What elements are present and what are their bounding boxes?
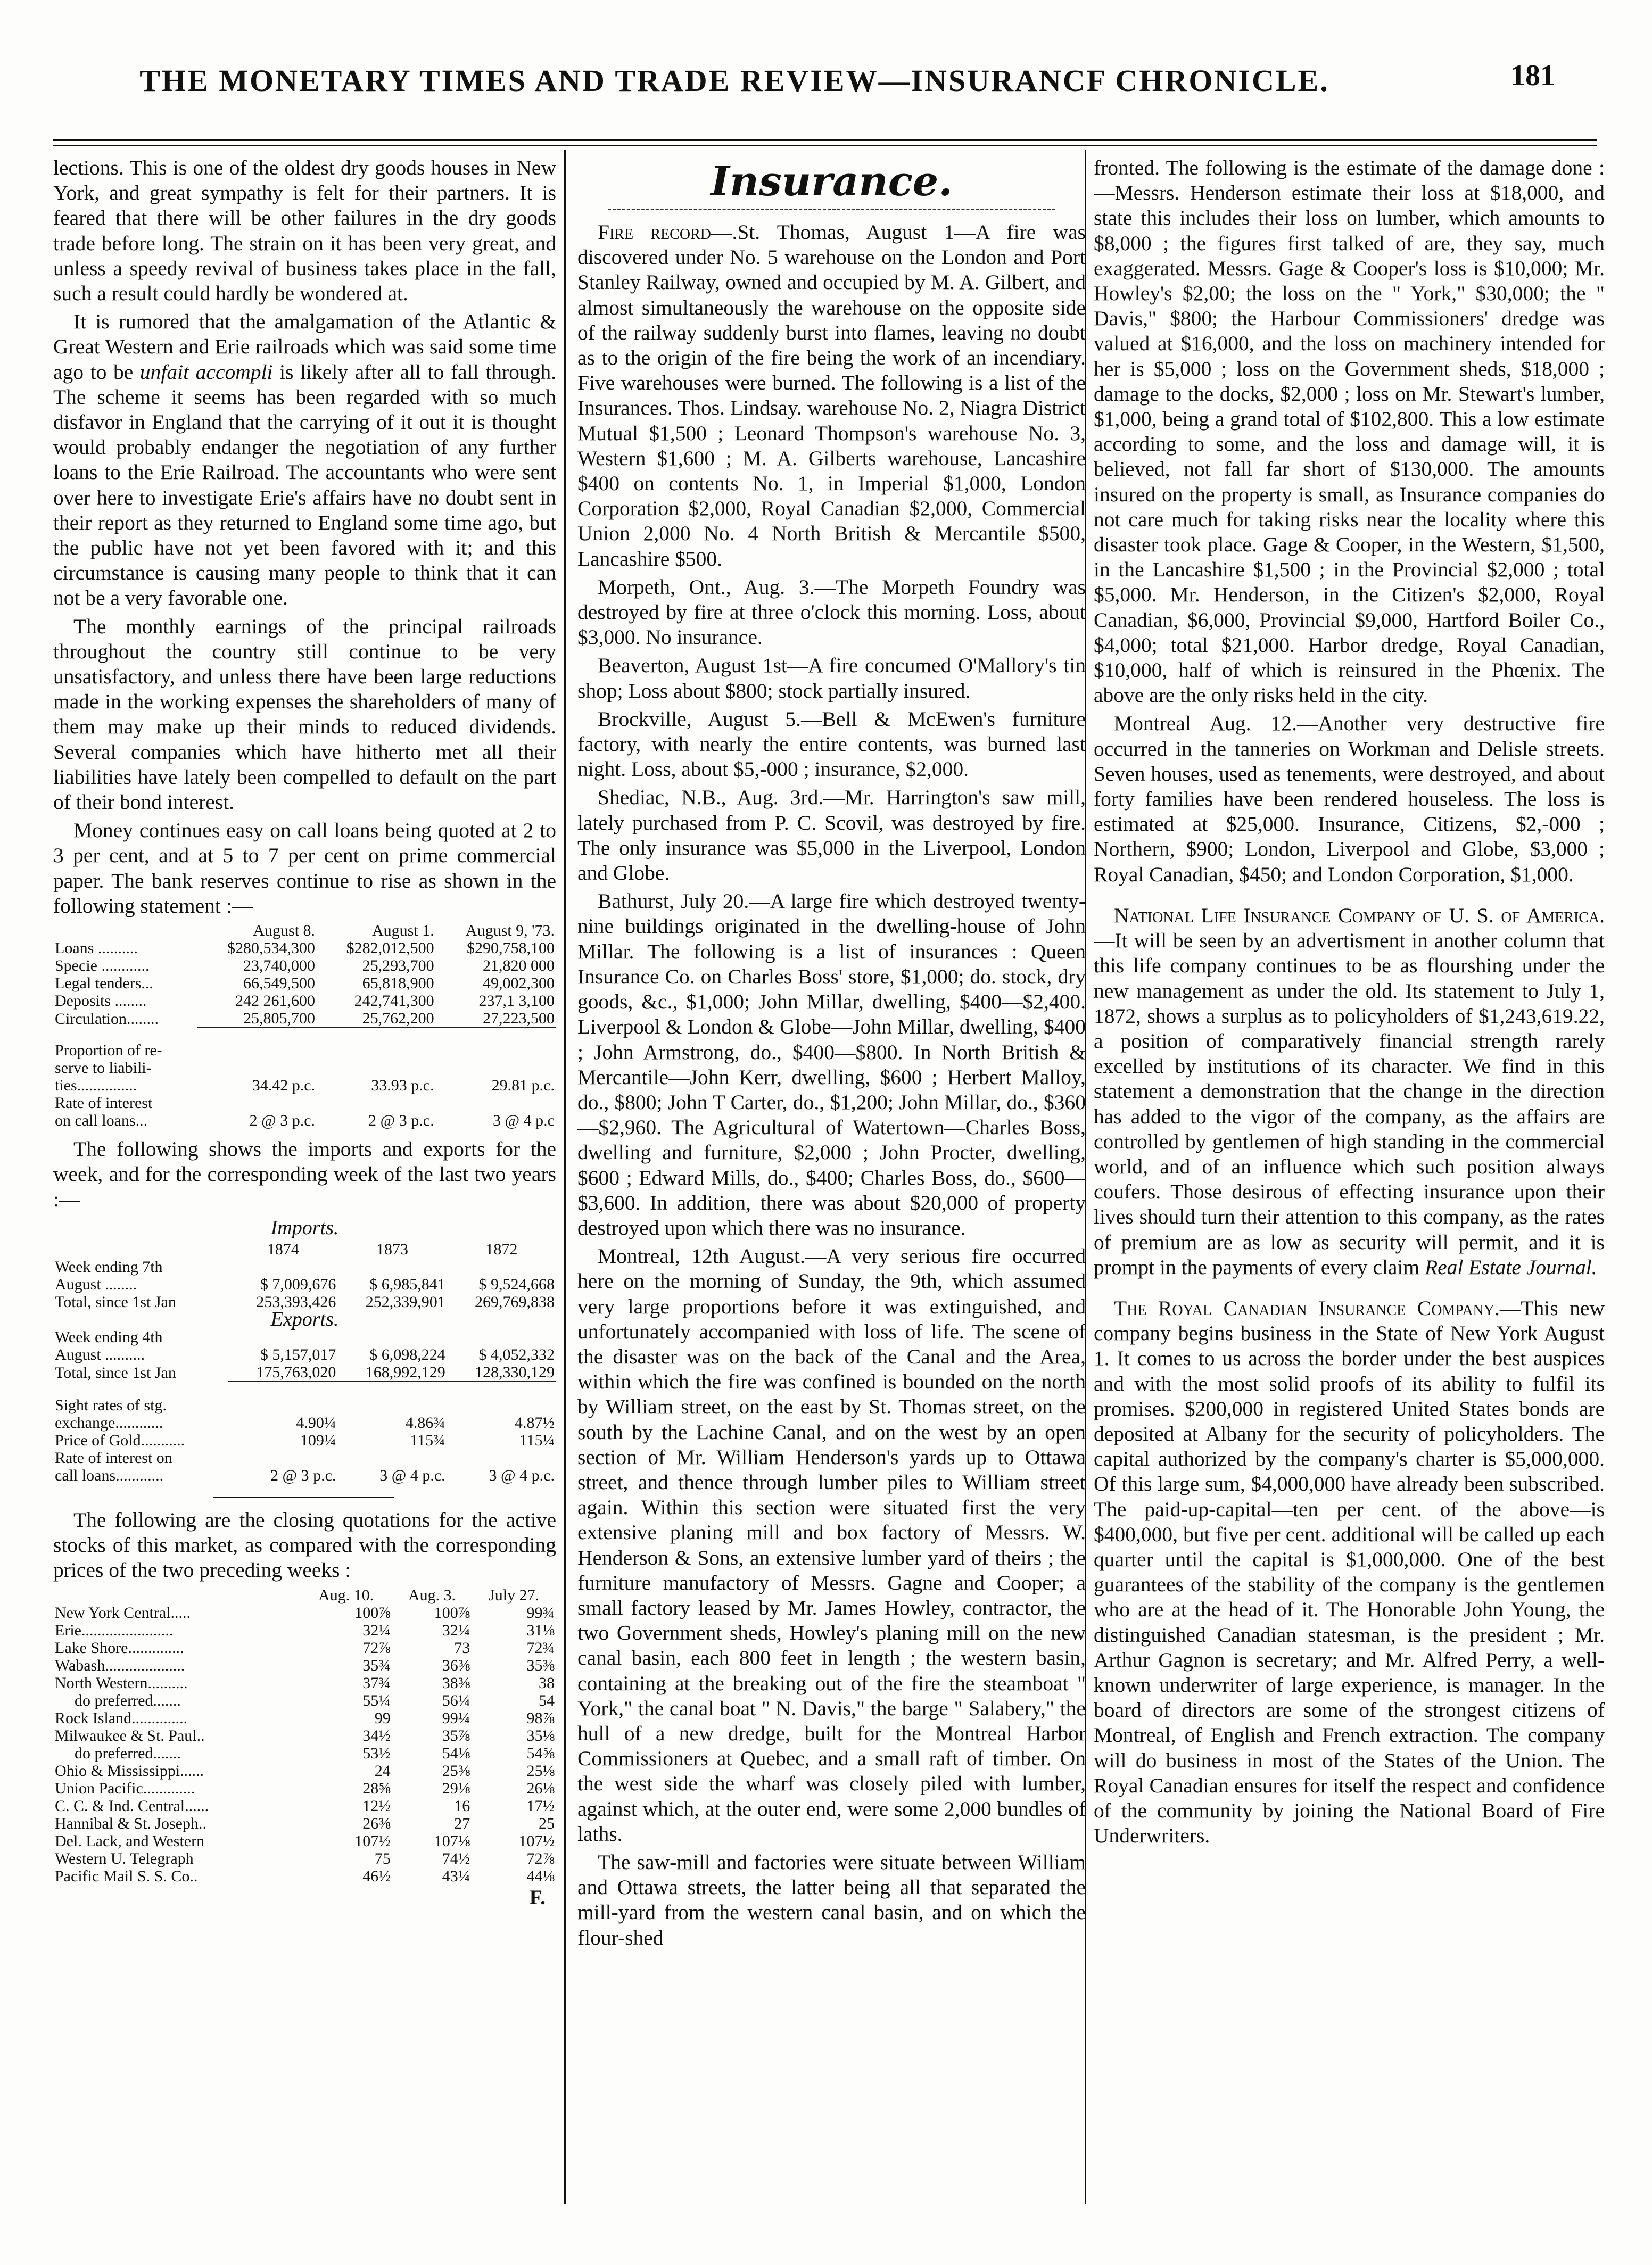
table-row: Total, since 1st Jan 253,393,426 252,339,901 269,769,838 bbox=[55, 1293, 555, 1311]
column-middle bbox=[577, 155, 1086, 2231]
table-row: Specie ............ 23,740,000 25,293,700 21,820 000 bbox=[55, 957, 555, 975]
table-row: North Western.......... 37¾ 38⅜ 38 bbox=[55, 1674, 555, 1692]
paragraph: Beaverton, August 1st—A fire concumed O'Mallory's tin shop; Loss about $800; stock partially insured. bbox=[577, 654, 1086, 702]
table-row: serve to liabili- bbox=[55, 1059, 152, 1077]
table-row: on call loans... 2 @ 3 p.c. 2 @ 3 p.c. 3 @ 4 p.c bbox=[55, 1112, 555, 1130]
table-row: call loans............ 2 @ 3 p.c. 3 @ 4 p.c. 3 @ 4 p.c. bbox=[55, 1466, 555, 1484]
paragraph: The Royal Canadian Insurance Company.—This new company begins business in the State of New York August 1. It comes to us across the border under the best auspices and with the most solid proofs of its ability to fulfil its promises. $200,000 in registered United States bonds are deposited at Albany for the security of policyholders. The capital authorized by the company's charter is $5,000,000. Of this large sum, $4,000,000 have already been subscribed. The paid-up-capital—ten per cent. of the above—is $400,000, but five per cent. additional will be called up each quarter until the capital is $1,000,000. One of the best guarantees of the stability of the company is the gentlemen who are at the head of it. The Honorable John Young, the distinguished Canadian statesman, is the president ; Mr. Arthur Gagnon is secretary; and Mr. Alfred Perry, a well-known underwriter of large experience, is manager. In the board of directors are some of the strongest citizens of Montreal, of English and French extraction. The company will do business in most of the States of the Union. The Royal Canadian ensures for itself the respect and confidence of the community by joining the National Board of Fire Underwriters. bbox=[1094, 1296, 1605, 1848]
imports-title: Imports. bbox=[270, 1216, 339, 1239]
table-row: do preferred....... 55¼ 56¼ 54 bbox=[75, 1691, 555, 1709]
heading-rule bbox=[608, 209, 1055, 210]
table-row: Ohio & Mississippi...... 24 25⅜ 25⅛ bbox=[55, 1762, 555, 1780]
paragraph: The monthly earnings of the principal railroads throughout the country still continue to be very unsatisfactory, and unless there have been large reductions made in the working expenses the shareholders of many of them may make up their minds to reduced dividends. Several companies which have hitherto met all their liabilities have lately been compelled to default on the part of their bond interest. bbox=[53, 614, 556, 814]
paragraph: The following are the closing quotations for the active stocks of this market, as compared with the corresponding prices of the two preceding weeks : bbox=[53, 1508, 556, 1582]
imports-exports-table: 1874 1873 1872 Week ending 7th August ........ $ 7,009,676 $ 6,985,841 $ 9,524,668 Total, since 1st Jan 253,393,426 252,339,901 269,769,838 Exports. Week ending 4th August .......... $ 5,157,017 $ 6,098,224 $ 4,052,332 Total, since 1st Jan 175,763,020 168,992,129 128,330,129 Sight rates of stg. exchange............ 4.90¼ 4.86¾ 4.87½ Price of Gold........... 109¼ 115¾ 115¼ Rate of interest on call loans............ 2 @ 3 p.c. 3 @ 4 p.c. 3 @ 4 p.c. bbox=[53, 1241, 556, 1484]
section-heading: Insurance. bbox=[711, 158, 953, 205]
paragraph: Montreal Aug. 12.—Another very destructive fire occurred in the tanneries on Workman and Delisle streets. Seven houses, used as tenements, were destroyed, and about forty families have been rendered houseless. The loss is estimated at $25,000. Insurance, Citizens, $2,-000 ; Northern, $900; London, Liverpool and Globe, $3,000 ; Royal Canadian, $450; and London Corporation, $1,000. bbox=[1094, 712, 1605, 886]
table-row: August .......... $ 5,157,017 $ 6,098,224 $ 4,052,332 bbox=[55, 1345, 555, 1363]
paragraph: Bathurst, July 20.—A large fire which destroyed twenty-nine buildings originated in the dwelling-house of John Millar. The following is a list of insurances : Queen Insurance Co. on Charles Boss' store, $1,000; do. stock, dry goods, &c., $1,000; John Millar, dwelling, $400—$2,400. Liverpool & London & Globe—John Millar, dwelling, $400 ; John Armstrong, do., $400—$800. In North British & Mercantile—John Kerr, dwelling, $600 ; Herbert Malloy, do., $800; John T Carter, do., $1,200; John Millar, do., $360—$2,960. The Agricultural of Watertown—Charles Boss, dwelling and furniture, $2,000 ; John Procter, dwelling, $600 ; Edward Mills, do., $400; Charles Boss, do., $600—$3,600. In addition, there was about $20,000 of property destroyed upon which there was no insurance. bbox=[577, 889, 1086, 1239]
table-row: August ........ $ 7,009,676 $ 6,985,841 $ 9,524,668 bbox=[55, 1275, 555, 1293]
table-row: ties............... 34.42 p.c. 33.93 p.c. 29.81 p.c. bbox=[55, 1077, 555, 1095]
table-row: Western U. Telegraph 75 74½ 72⅞ bbox=[55, 1849, 555, 1867]
table-row: Proportion of re- bbox=[55, 1041, 162, 1060]
paragraph: The saw-mill and factories were situate between William and Ottawa streets, the latter being all that separated the mill-yard from the western canal basin, and on which the flour-shed bbox=[577, 1850, 1086, 1949]
table-row: Lake Shore.............. 72⅞ 73 72¾ bbox=[55, 1639, 555, 1657]
table-row: Rate of interest on bbox=[55, 1449, 172, 1467]
paragraph: National Life Insurance Company of U. S. of America.—It will be seen by an advertisment in another column that this life company continues to be as flourshing under the new management as under the old. Its statement to July 1, 1872, shows a surplus as to policyholders of $1,243,619.22, a position of comparatively financial strength rarely excelled by institutions of its character. We find in this statement a demonstration that the change in the direction has added to the vigor of the company, as the affairs are controlled by gentlemen of high standing in the commercial world, and of an influence which such position always coufers. Those desirous of effecting insurance upon their lives should turn their attention to this company, as the rates of premium are as low as security will permit, and it is prompt in the payments of every claim Real Estate Journal. bbox=[1094, 903, 1605, 1279]
paragraph: Montreal, 12th August.—A very serious fire occurred here on the morning of Sunday, the 9th, which assumed very large proportions before it was extinguished, and unfortunately accompanied with loss of life. The scene of the disaster was on the back of the Canal and the Area, within which the fire was confined is bounded on the north by William street, on the east by St. Thomas street, on the south by the Lachine Canal, and on the west by an open section of Mr. William Henderson's yards up to Ottawa street, and thence through lumber piles to William street again. Within this section were situated first the very extensive planing mill and box factory of Messrs. W. Henderson & Sons, an extensive lumber yard of theirs ; the furniture manufactory of Messrs. Gagne and Cooper; a small factory leased by Mr. James Howley, contractor, the two Government sheds, Howley's planing mill on the new canal basin, each 800 feet in length ; the western basin, containing at the breaking out of the fire the steamboat " York," the canal boat " N. Davis," the barge " Salabery," the hull of a new dredge, built for the Montreal Harbor Commissioners at Quebec, and a small raft of timber. On the west side the wharf was closely piled with lumber, against which, at the outer end, were some 2,000 bundles of laths. bbox=[577, 1244, 1086, 1846]
masthead-title: THE MONETARY TIMES AND TRADE REVIEW—INSURANCF CHRONICLE. bbox=[139, 63, 1329, 98]
paragraph: Shediac, N.B., Aug. 3rd.—Mr. Harrington's saw mill, lately purchased from P. C. Scovil, was destroyed by fire. The only insurance was $5,000 in the Liverpool, London and Globe. bbox=[577, 786, 1086, 885]
paragraph: It is rumored that the amalgamation of the Atlantic & Great Western and Erie railroads which was said some time ago to be unfait accompli is likely after all to fall through. The scheme it seems has been regarded with so much disfavor in England that the carrying of it out it is thought would probably endanger the negotiation of any further loans to the Erie Railroad. The accountants who were sent over here to investigate Erie's affairs have no doubt sent in their report as they returned to England some time ago, but the public have not yet been favored with it; and this circumstance is causing many people to think that it can not be a very favorable one. bbox=[53, 310, 556, 610]
stock-quotations-table: Aug. 10. Aug. 3. July 27. New York Central..... 100⅞ 100⅞ 99¾ Erie....................... 32¼ 32¼ 31⅛ Lake Shore.............. 72⅞ 73 72¾ Wabash.................... 35¾ 36⅜ 35⅜ North Western.......... 37¾ 38⅜ 38 do preferred....... 55¼ 56¼ 54 Rock Island.............. 99 99¼ 98⅞ Milwaukee & St. Paul.. 34½ 35⅞ 35⅛ do preferred....... 53½ 54⅛ 54⅝ Ohio & Mississippi...... 24 25⅜ 25⅛ Union Pacific............. 28⅝ 29⅛ 26⅛ C. C. & Ind. Central...... 12½ 16 17½ Hannibal & St. Joseph.. 26⅜ 27 25 Del. Lack, and Western 107½ 107⅛ 107½ Western U. Telegraph 75 74½ 72⅞ Pacific Mail S. S. Co.. 46½ 43¼ 44⅛ bbox=[53, 1586, 556, 1885]
paragraph: lections. This is one of the oldest dry goods houses in New York, and great sympathy is felt for their partners. It is feared that there will be other failures in the dry goods trade before long. The strain on it has been very great, and unless a speedy revival of business takes place in the fall, such a result could hardly be wondered at. bbox=[53, 156, 556, 305]
table-row: Total, since 1st Jan 175,763,020 168,992,129 128,330,129 bbox=[55, 1363, 555, 1382]
paragraph: Brockville, August 5.—Bell & McEwen's furniture factory, with nearly the entire contents, was burned last night. Loss, about $5,-000 ; insurance, $2,000. bbox=[577, 707, 1086, 781]
table-row: C. C. & Ind. Central...... 12½ 16 17½ bbox=[55, 1797, 555, 1815]
table-row: Del. Lack, and Western 107½ 107⅛ 107½ bbox=[55, 1832, 555, 1850]
paragraph: Morpeth, Ont., Aug. 3.—The Morpeth Foundry was destroyed by fire at three o'clock this morning. Loss, about $3,000. No insurance. bbox=[577, 575, 1086, 649]
exports-title: Exports. bbox=[270, 1308, 339, 1330]
table-row: Wabash.................... 35¾ 36⅜ 35⅜ bbox=[55, 1656, 555, 1674]
table-row: Loans .......... $280,534,300 $282,012,500 $290,758,100 bbox=[55, 939, 555, 957]
page-number: 181 bbox=[1510, 59, 1555, 92]
table-row: Rate of interest bbox=[55, 1094, 153, 1112]
column-right bbox=[1094, 155, 1605, 2231]
header-rule-thin bbox=[53, 145, 1597, 146]
paragraph: The following shows the imports and exports for the week, and for the corresponding week of the last two years :— bbox=[53, 1137, 556, 1211]
table-row: Sight rates of stg. bbox=[55, 1396, 167, 1414]
table-row: Erie....................... 32¼ 32¼ 31⅛ bbox=[55, 1621, 555, 1639]
table-row: Milwaukee & St. Paul.. 34½ 35⅞ 35⅛ bbox=[55, 1726, 555, 1745]
table-row: Pacific Mail S. S. Co.. 46½ 43¼ 44⅛ bbox=[55, 1867, 555, 1885]
header-rule bbox=[53, 139, 1597, 141]
table-row: Legal tenders... 66,549,500 65,818,900 49,002,300 bbox=[55, 974, 555, 993]
table-row: Deposits ........ 242 261,600 242,741,300 237,1 3,100 bbox=[55, 992, 555, 1010]
table-row: Week ending 7th bbox=[55, 1258, 163, 1276]
bank-statement-table: August 8. August 1. August 9, '73. Loans .......... $280,534,300 $282,012,500 $290,758,100 Specie ............ 23,740,000 25,293,700 21,820 000 Legal tenders... 66,549,500 65,818,900 49,002,300 Deposits ........ 242 261,600 242,741,300 237,1 3,100 Circulation........ 25,805,700 25,762,200 27,223,500 Proportion of re- serve to liabili- ties............... 34.42 p.c. 33.93 p.c. 29.81 p.c. Rate of interest on call loans... 2 @ 3 p.c. 2 @ 3 p.c. 3 @ 4 p.c bbox=[53, 922, 556, 1129]
table-row: do preferred....... 53½ 54⅛ 54⅝ bbox=[75, 1744, 555, 1762]
table-row: New York Central..... 100⅞ 100⅞ 99¾ bbox=[55, 1603, 555, 1622]
column-divider-1 bbox=[564, 150, 566, 2204]
table-row: Hannibal & St. Joseph.. 26⅜ 27 25 bbox=[55, 1814, 555, 1832]
table-row: Rock Island.............. 99 99¼ 98⅞ bbox=[55, 1709, 555, 1727]
table-row: Week ending 4th bbox=[55, 1328, 163, 1346]
paragraph: Fire record—.St. Thomas, August 1—A fire was discovered under No. 5 warehouse on the London and Port Stanley Railway, owned and occupied by M. A. Gilbert, and almost simultaneously the warehouse on the opposite side of the railway suddenly burst into flames, leaving no doubt as to the origin of the fire being the work of an incendiary. Five warehouses were burned. The following is a list of the Insurances. Thos. Lindsay. warehouse No. 2, Niagra District Mutual $1,500 ; Leonard Thompson's warehouse No. 3, Western $1,600 ; M. A. Gilberts warehouse, Lancashire $400 on contents No. 1, in Imperial $1,000, London Corporation $2,000, Royal Canadian $2,000, Commercial Union 2,000 No. 4 North British & Mercantile $500, Lancashire $500. bbox=[577, 220, 1086, 571]
column-left bbox=[53, 155, 556, 2231]
author-signature: F. bbox=[529, 1885, 546, 1909]
paragraph: Money continues easy on call loans being quoted at 2 to 3 per cent, and at 5 to 7 per cent on prime commercial paper. The bank reserves continue to rise as shown in the following statement :— bbox=[53, 819, 556, 917]
paragraph: fronted. The following is the estimate of the damage done :—Messrs. Henderson estimate their loss at $18,000, and state this includes their loss on lumber, which amounts to $8,000 ; the figures first talked of are, they say, much exaggerated. Messrs. Gage & Cooper's loss is $10,000; Mr. Howley's $2,00; the loss on the " York," $30,000; the " Davis," $800; the Harbour Commissioners' dredge was valued at $16,000, and the loss on machinery intended for her is $5,000 ; loss on the Government sheds, $18,000 ; damage to the docks, $2,000 ; loss on Mr. Stewart's lumber, $1,000, being a grand total of $102,800. This a low estimate according to some, and the loss and damage will, it is believed, not fall far short of $130,000. The amounts insured on the property is small, as Insurance companies do not care much for taking risks near the locality where this disaster took place. Gage & Cooper, in the Western, $1,500, in the Lancashire $1,500 ; in the Provincial $2,000 ; total $5,000. Mr. Henderson, in the Citizen's $2,000, Royal Canadian, $6,000, Provincial $9,000, Hartford Boiler Co., $4,000; total $21,000. Harbor dredge, Royal Canadian, $10,000, half of which is reinsured in the Phœnix. The above are the only risks held in the city. bbox=[1094, 156, 1605, 707]
table-row: Union Pacific............. 28⅝ 29⅛ 26⅛ bbox=[55, 1779, 555, 1797]
table-row: exchange............ 4.90¼ 4.86¾ 4.87½ bbox=[55, 1413, 555, 1432]
table-row: Price of Gold........... 109¼ 115¾ 115¼ bbox=[55, 1431, 555, 1449]
table-row: Circulation........ 25,805,700 25,762,200 27,223,500 bbox=[55, 1010, 555, 1028]
section-rule bbox=[213, 1497, 394, 1498]
